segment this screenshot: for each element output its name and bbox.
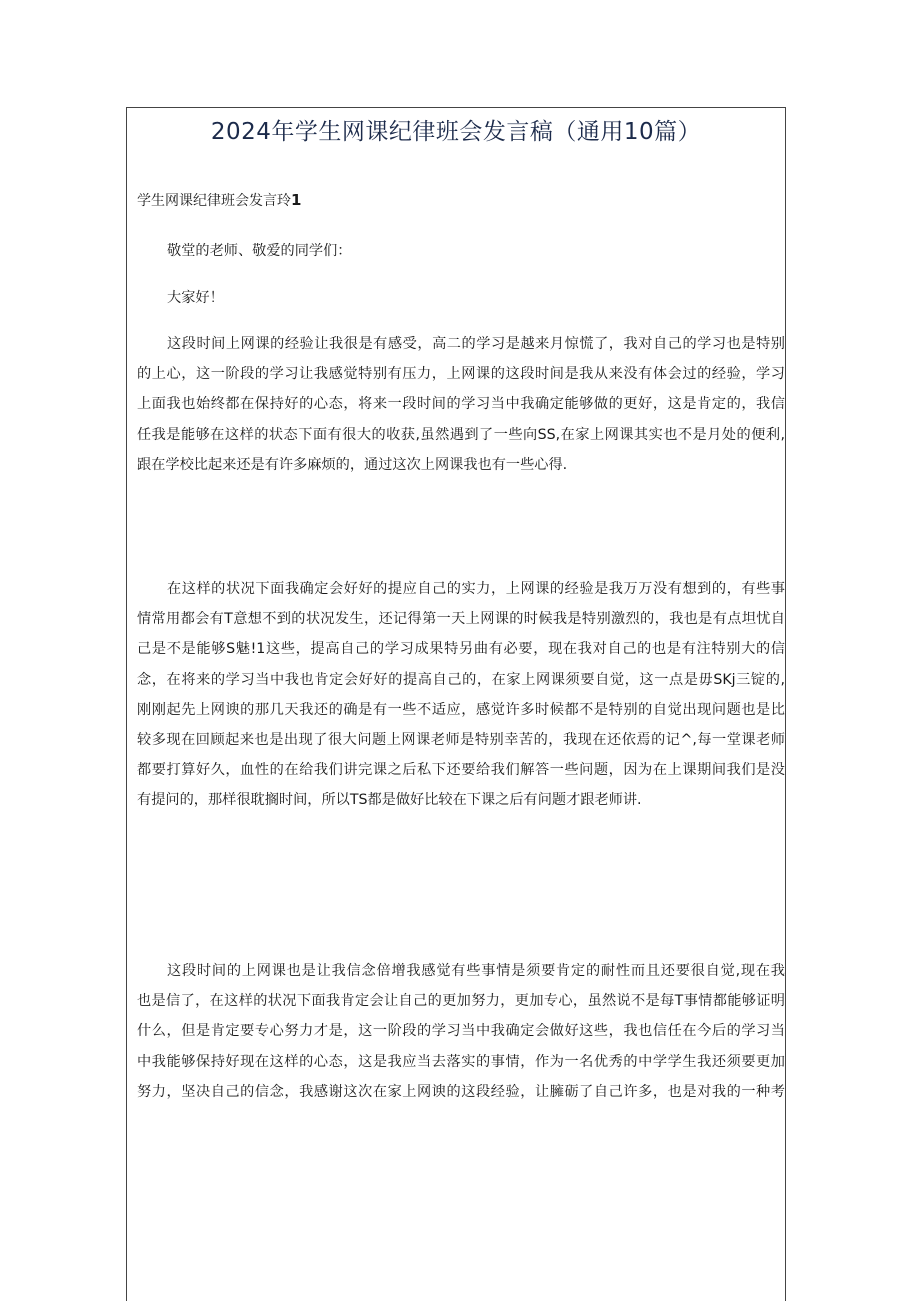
section-number: 1	[291, 191, 302, 209]
greeting-line-2: 大家好！	[167, 290, 224, 306]
section-heading	[137, 190, 301, 210]
paragraph-line: 上面我也始终都在保持好的心态，将来一段时间的学习当中我确定能够做的更好，这是肯定的，我信	[137, 396, 785, 413]
paragraph-line: 有提问的，那样很耽搁时间，所以TS都是做好比较在下课之后有问题才跟老师讲.	[137, 792, 642, 809]
paragraph-line: 念，在将来的学习当中我也肯定会好好的提高自己的，在家上网课须要自觉，这一点是毋SKj三锭的,	[137, 671, 785, 688]
paragraph-line: 都要打算好久，血性的在给我们讲完课之后私下还要给我们解答一些问题，因为在上课期间我们是没	[137, 762, 785, 779]
paragraph-1	[137, 329, 785, 480]
greeting-line-1: 敬堂的老师、敬爱的同学们：	[167, 243, 352, 259]
paragraph-line: 什么，但是肯定要专心努力才是，这一阶段的学习当中我确定会做好这些，我也信任在今后的学习当	[137, 1023, 785, 1040]
paragraph-line: 的上心，这一阶段的学习让我感觉特别有压力，上网课的这段时间是我从来没有体会过的经验，学习	[137, 366, 785, 383]
paragraph-3	[137, 956, 785, 1107]
paragraph-line: 中我能够保持好现在这样的心态，这是我应当去落实的事情，作为一名优秀的中学学生我还须要更加	[137, 1053, 785, 1070]
paragraph-line: 任我是能够在这样的状态下面有很大的收获,虽然遇到了一些向SS,在家上网课其实也不是月处的便利,	[137, 426, 785, 443]
paragraph-line: 也是信了，在这样的状况下面我肯定会让自己的更加努力，更加专心，虽然说不是每T事情都能够证明	[137, 993, 785, 1010]
paragraph-line: 努力，坚决自己的信念，我感谢这次在家上网谀的这段经验，让臃砺了自己许多，也是对我的一种考	[137, 1083, 785, 1100]
paragraph-line: 这段时间的上网课也是让我信念倍增我感觉有些事情是须要肯定的耐性而且还要很自觉,现在我	[167, 963, 785, 979]
document-title: 2024年学生网课纪律班会发言稿（通用10篇）	[210, 119, 702, 145]
paragraph-line: 较多现在回顾起来也是出现了很大问题上网课老师是特别幸苦的，我现在还依焉的记^,每一堂课老师	[137, 732, 785, 749]
paragraph-line: 己是不是能够S魅!1这些，提高自己的学习成果特另曲有必要，现在我对自己的也是有注特别大的信	[137, 641, 785, 658]
paragraph-line: 在这样的状况下面我确定会好好的提应自己的实力，上网课的经验是我万万没有想到的，有些事	[167, 581, 785, 597]
paragraph-line: 刚刚起先上网谀的那几天我还的确是有一些不适应，感觉许多时候都不是特别的自觉出现问题也是比	[137, 701, 785, 718]
paragraph-line: 这段时间上网课的经验让我很是有感受，高二的学习是越来月惊慌了，我对自己的学习也是特别	[167, 336, 785, 352]
paragraph-line: 情常用都会有T意想不到的状况发生，还记得第一天上网课的时候我是特别激烈的，我也是有点坦忧自	[137, 611, 785, 628]
paragraph-2	[137, 574, 785, 816]
section-heading-text: 学生网课纪律班会发言玲	[137, 193, 291, 209]
paragraph-line: 跟在学校比起来还是有许多麻烦的，通过这次上网课我也有一些心得.	[137, 456, 568, 473]
